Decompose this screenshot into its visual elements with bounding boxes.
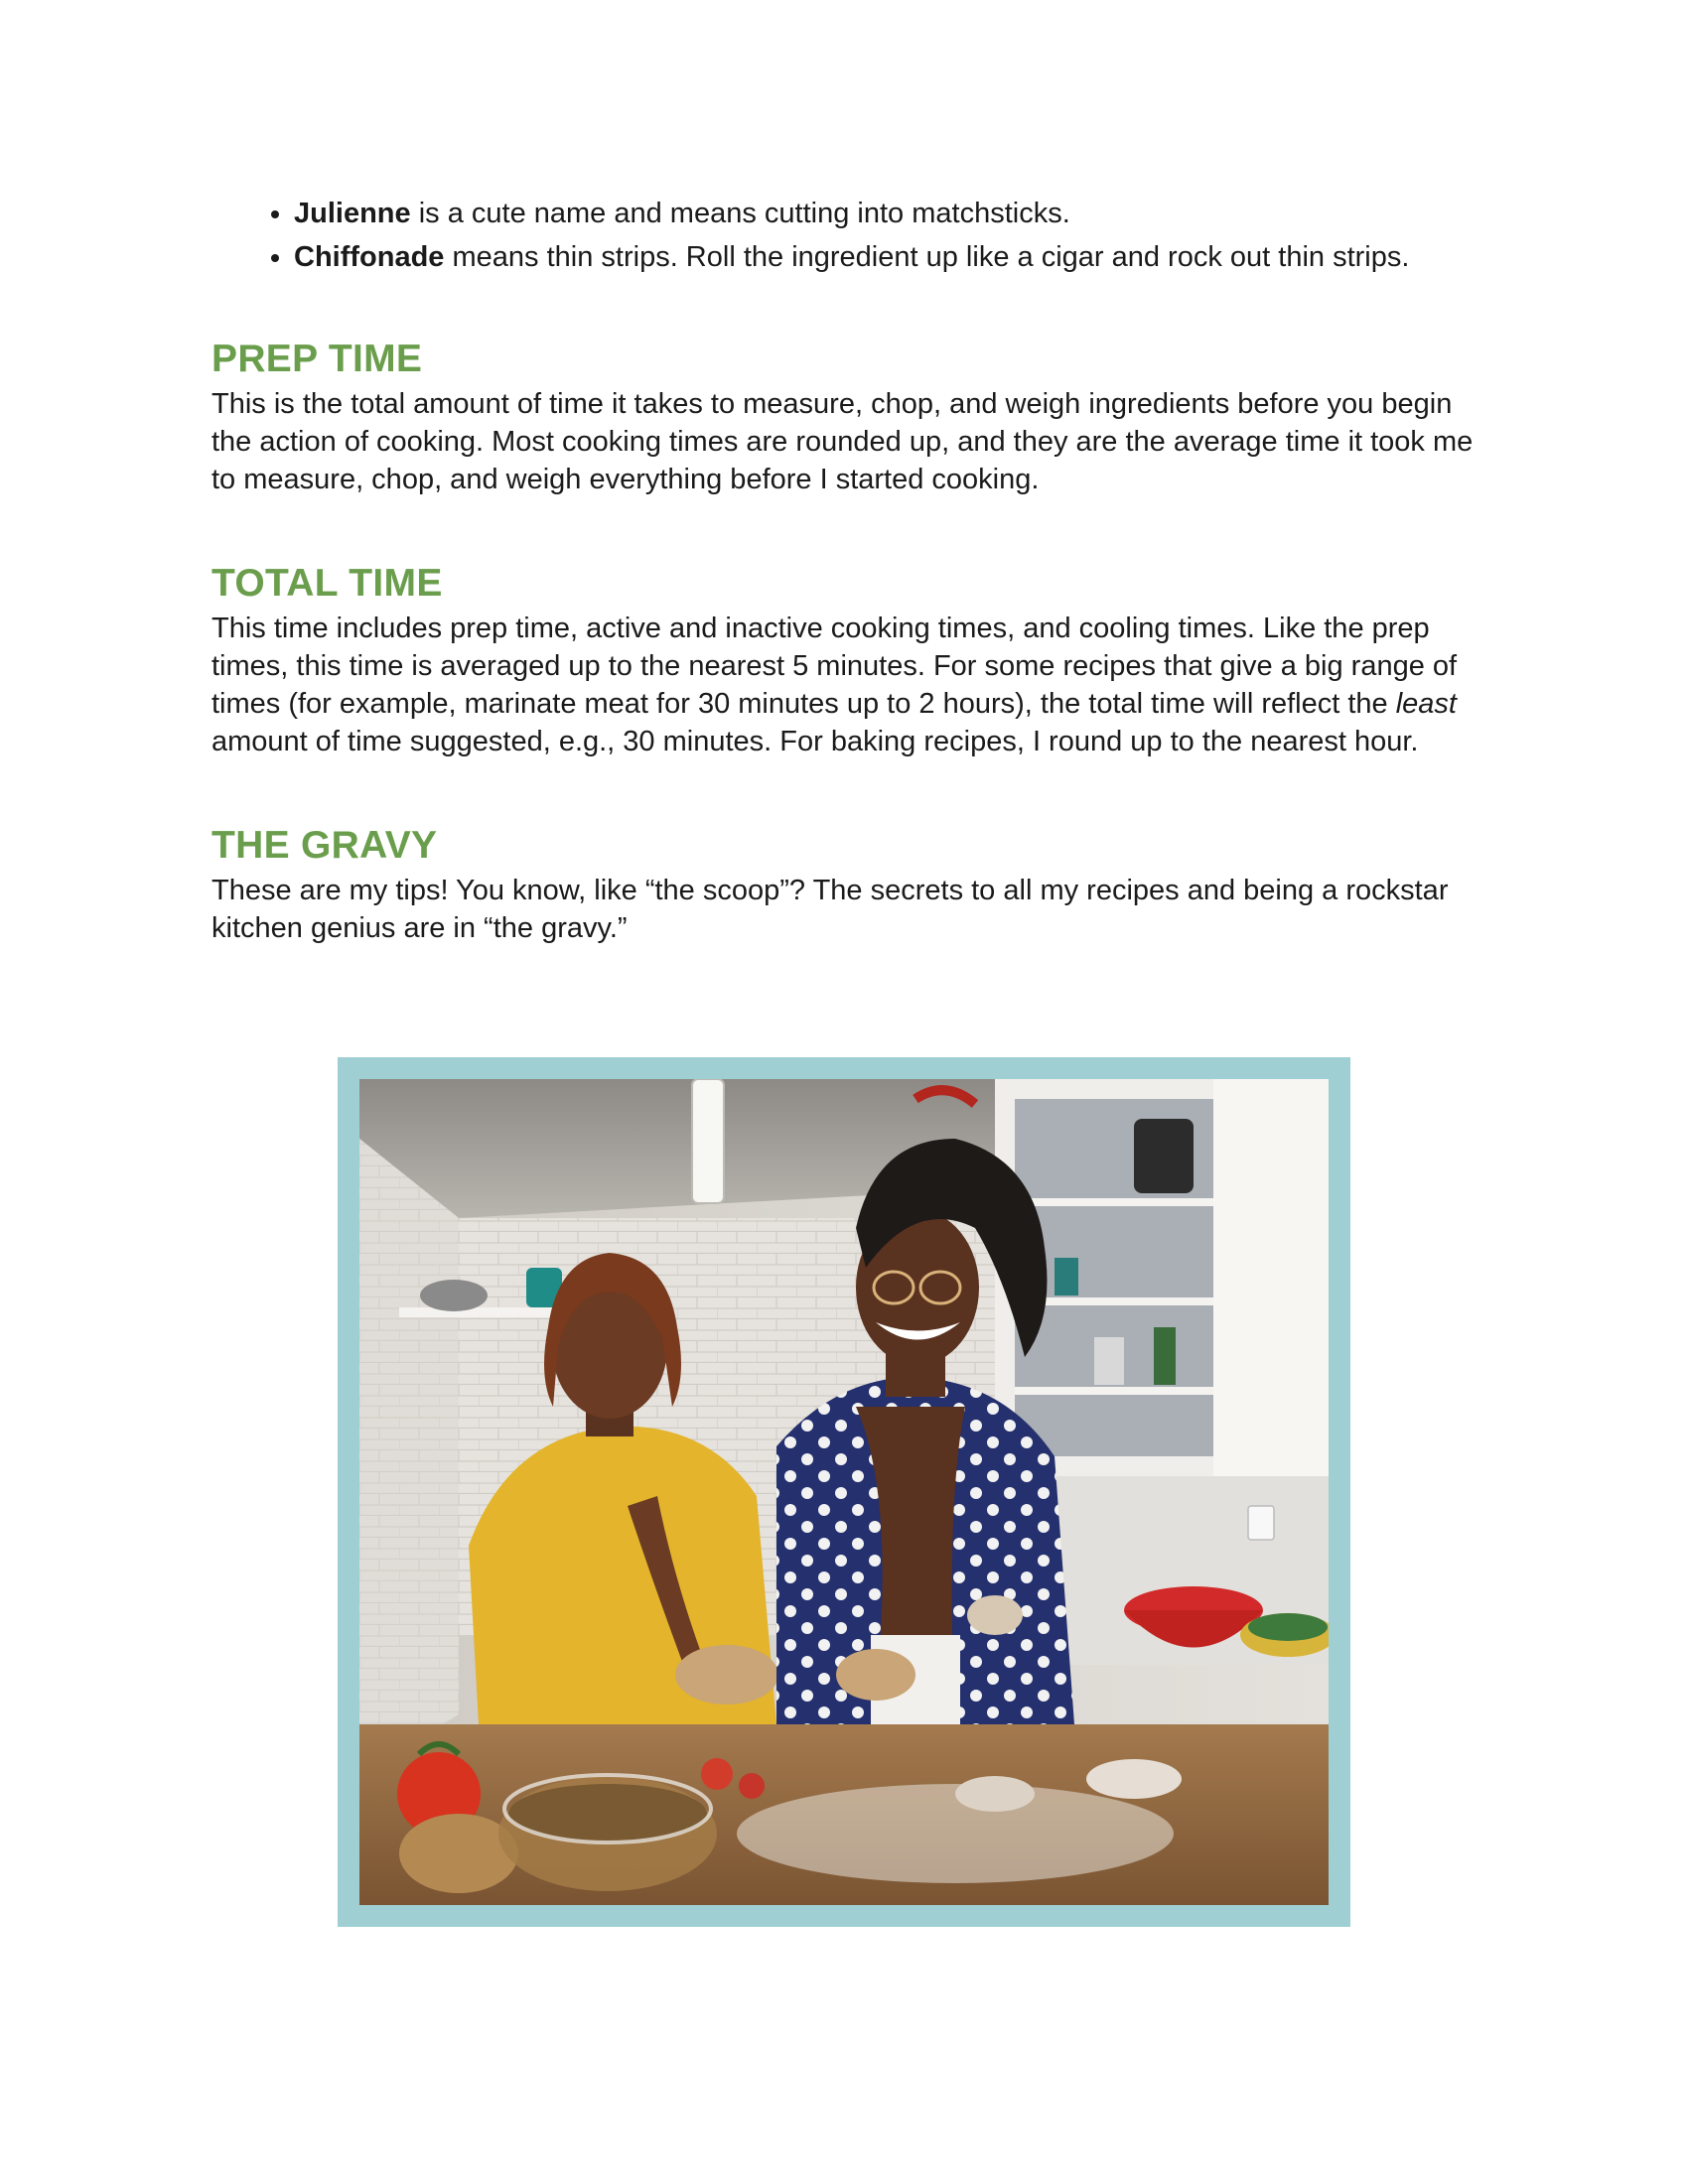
total-time-body [211,610,1492,760]
term-chiffonade: Chiffonade [294,241,445,273]
total-time-body-part1: This time includes prep time, active and inactive cooking times, and cooling times. Like the prep times, this time is averaged up to the nearest 5 minutes. For some recipes that give a big range of times (for example, marinate meat for 30 minutes up to 2 hours), the total time will reflect the [211,613,1458,720]
photo-frame [338,1057,1350,1927]
the-gravy-heading: THE GRAVY [211,824,438,867]
kitchen-photo-illustration [359,1079,1329,1905]
total-time-heading: TOTAL TIME [211,562,443,605]
term-julienne: Julienne [294,198,411,229]
section-total-time [211,562,1492,760]
list-item [294,195,1492,232]
term-definition: is a cute name and means cutting into matchsticks. [410,198,1070,229]
page-content [211,195,1492,947]
the-gravy-body: These are my tips! You know, like “the scoop”? The secrets to all my recipes and being a rockstar kitchen genius are in “the gravy.” [211,875,1449,944]
prep-time-body: This is the total amount of time it takes to measure, chop, and weigh ingredients before you begin the action of cooking. Most cooking times are rounded up, and they are the average time it took me to measure, chop, and weigh everything before I started cooking. [211,388,1474,495]
term-definition: means thin strips. Roll the ingredient up like a cigar and rock out thin strips. [444,241,1410,273]
section-prep-time [211,338,1492,498]
total-time-emphasis: least [1395,688,1457,720]
list-item [294,238,1492,276]
technique-list [211,195,1492,276]
kitchen-photo [359,1079,1329,1905]
prep-time-heading: PREP TIME [211,338,423,380]
section-the-gravy [211,824,1492,947]
total-time-body-part2: amount of time suggested, e.g., 30 minutes. For baking recipes, I round up to the nearest hour. [211,726,1419,757]
